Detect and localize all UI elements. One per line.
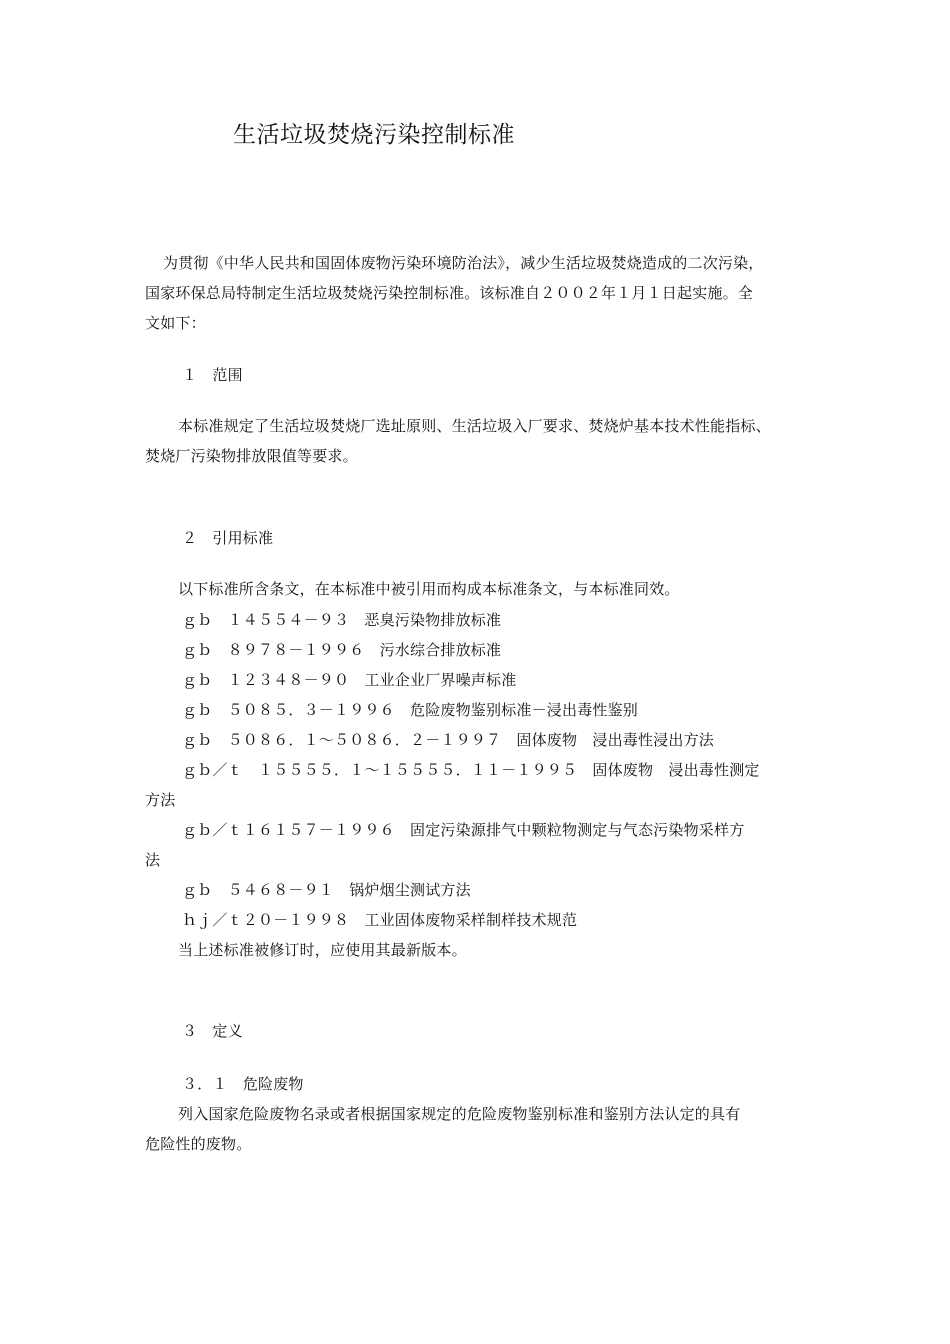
reference-item: ｈｊ／ｔ２０－１９９８ 工业固体废物采样制样技术规范 <box>182 911 578 929</box>
section-1-body-line-2: 焚烧厂污染物排放限值等要求。 <box>145 447 358 465</box>
reference-item: ｇｂ／ｔ１６１５７－１９９６ 固定污染源排气中颗粒物测定与气态污染物采样方 <box>182 821 745 839</box>
section-3-1-body-line-2: 危险性的废物。 <box>145 1135 252 1153</box>
section-2-intro: 以下标准所含条文，在本标准中被引用而构成本标准条文，与本标准同效。 <box>178 580 680 598</box>
section-2-closing: 当上述标准被修订时，应使用其最新版本。 <box>178 941 467 959</box>
reference-item: ｇｂ １２３４８－９０ 工业企业厂界噪声标准 <box>182 671 517 689</box>
section-3-1-body-line-1: 列入国家危险废物名录或者根据国家规定的危险废物鉴别标准和鉴别方法认定的具有 <box>178 1105 741 1123</box>
section-1-body-line-1: 本标准规定了生活垃圾焚烧厂选址原则、生活垃圾入厂要求、焚烧炉基本技术性能指标、 <box>178 417 771 435</box>
reference-item: ｇｂ ８９７８－１９９６ 污水综合排放标准 <box>182 641 502 659</box>
intro-line-2: 国家环保总局特制定生活垃圾焚烧污染控制标准。该标准自２００２年１月１日起实施。全 <box>145 284 754 302</box>
reference-item: ｇｂ ５４６８－９１ 锅炉烟尘测试方法 <box>182 881 471 899</box>
intro-line-1: 为贯彻《中华人民共和国固体废物污染环境防治法》，减少生活垃圾焚烧造成的二次污染， <box>163 254 764 272</box>
section-3-1-heading: ３．１ 危险废物 <box>182 1075 304 1093</box>
reference-item: ｇｂ ５０８６．１～５０８６．２－１９９７ 固体废物 浸出毒性浸出方法 <box>182 731 715 749</box>
document-title: 生活垃圾焚烧污染控制标准 <box>233 122 515 148</box>
reference-item: ｇｂ １４５５４－９３ 恶臭污染物排放标准 <box>182 611 502 629</box>
intro-line-3: 文如下： <box>145 314 206 332</box>
reference-item-continuation: 法 <box>145 851 161 869</box>
reference-item: ｇｂ ５０８５．３－１９９６ 危险废物鉴别标准－浸出毒性鉴别 <box>182 701 639 719</box>
reference-item-continuation: 方法 <box>145 791 176 809</box>
section-3-heading: ３ 定义 <box>182 1022 243 1040</box>
reference-item: ｇｂ／ｔ １５５５５．１～１５５５５．１１－１９９５ 固体废物 浸出毒性测定 <box>182 761 760 779</box>
section-1-heading: １ 范围 <box>182 366 243 384</box>
section-2-heading: ２ 引用标准 <box>182 529 274 547</box>
